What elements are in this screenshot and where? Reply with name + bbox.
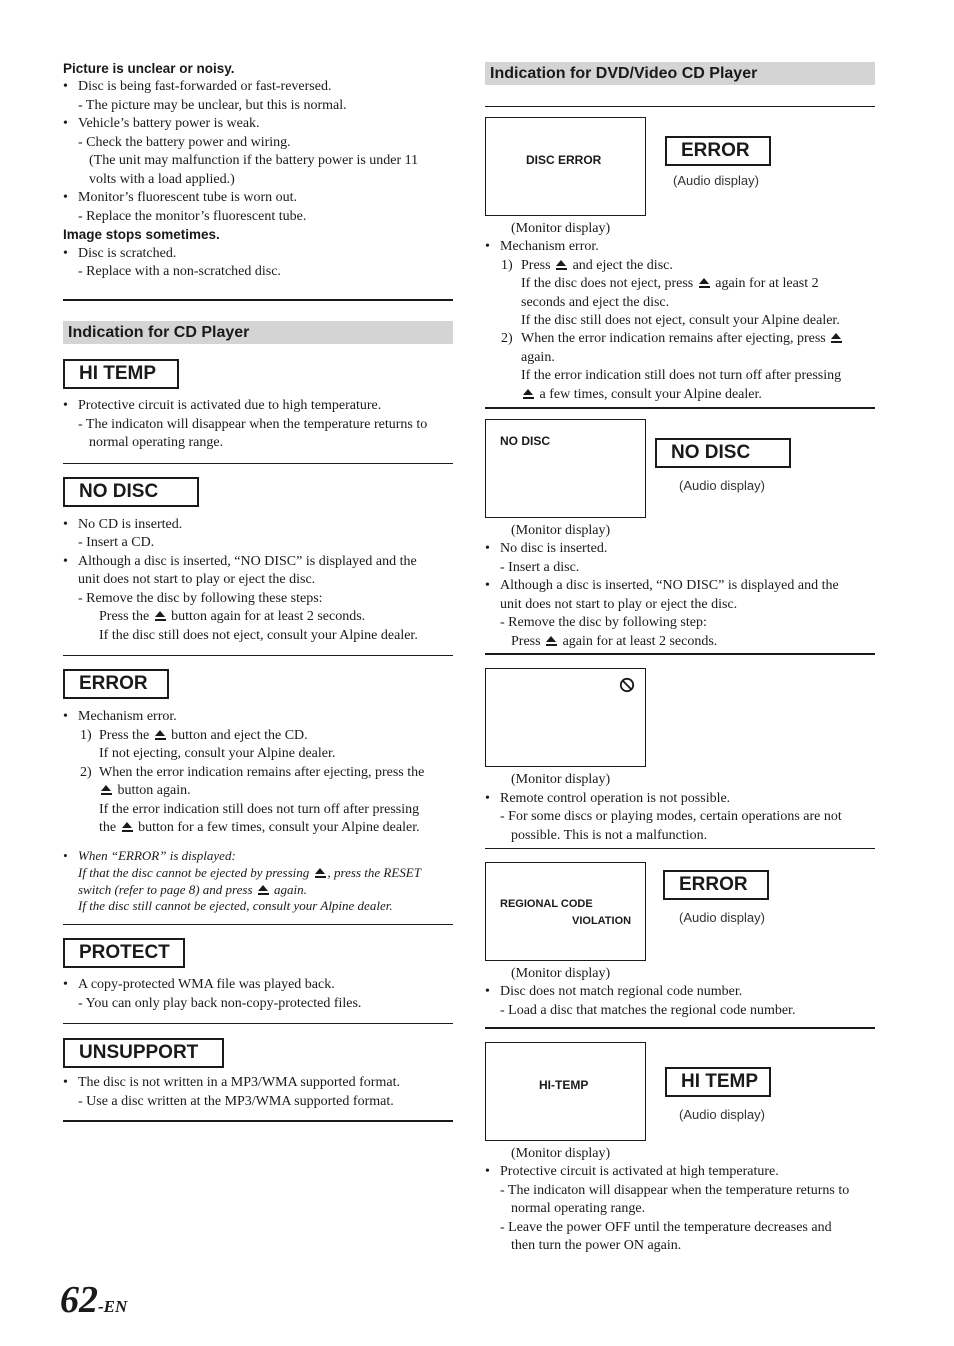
bullet: • xyxy=(63,246,68,261)
monitor-display-caption: (Monitor display) xyxy=(511,772,611,787)
audio-display-caption: (Audio display) xyxy=(679,910,765,925)
text-line: normal operating range. xyxy=(511,1201,646,1216)
bullet: • xyxy=(63,977,68,992)
text-line: No CD is inserted. xyxy=(78,517,183,532)
monitor-display-text: HI-TEMP xyxy=(539,1078,589,1092)
text-line: then turn the power ON again. xyxy=(511,1238,682,1253)
eject-icon xyxy=(258,885,269,895)
text-line: Remote control operation is not possible. xyxy=(500,791,731,806)
divider xyxy=(485,1027,875,1029)
monitor-display-text: NO DISC xyxy=(500,434,551,448)
text-line: Vehicle’s battery power is weak. xyxy=(78,116,260,131)
text-line: Protective circuit is activated due to high temperature. xyxy=(78,398,382,413)
divider xyxy=(63,299,453,301)
text-line: - Load a disc that matches the regional code number. xyxy=(500,1003,796,1018)
divider xyxy=(63,1023,453,1024)
eject-icon xyxy=(155,730,166,740)
audio-display-caption: (Audio display) xyxy=(673,173,759,188)
divider xyxy=(485,407,875,409)
divider xyxy=(485,653,875,655)
text-line: Press and eject the disc. xyxy=(521,258,673,273)
text-line: Disc is scratched. xyxy=(78,246,177,261)
divider xyxy=(63,924,453,925)
text-line: Mechanism error. xyxy=(78,709,177,724)
step-number: 2) xyxy=(80,765,92,780)
text-line: - The indicaton will disappear when the temperature returns to xyxy=(500,1183,850,1198)
eject-icon xyxy=(831,333,842,343)
text-line: If the disc still does not eject, consult your Alpine dealer. xyxy=(99,628,418,643)
bullet: • xyxy=(63,848,68,863)
divider xyxy=(63,655,453,656)
monitor-display-text: REGIONAL CODE xyxy=(500,898,593,910)
eject-icon xyxy=(556,260,567,270)
audio-display-caption: (Audio display) xyxy=(679,478,765,493)
text-line: If not ejecting, consult your Alpine dealer. xyxy=(99,746,336,761)
eject-icon xyxy=(101,785,112,795)
text-line: (The unit may malfunction if the battery power is under 11 xyxy=(89,153,419,168)
step-number: 1) xyxy=(501,258,513,273)
monitor-display-caption: (Monitor display) xyxy=(511,966,611,981)
text-line: Protective circuit is activated at high temperature. xyxy=(500,1164,779,1179)
text-line: If the disc does not eject, press again for at least 2 xyxy=(521,276,819,291)
page-number-suffix: -EN xyxy=(98,1297,128,1316)
section-heading-image-stops: Image stops sometimes. xyxy=(63,227,220,242)
step-number: 1) xyxy=(80,728,92,743)
text-line: Disc is being fast-forwarded or fast-reversed. xyxy=(78,79,332,94)
protect-label-box: PROTECT xyxy=(63,938,185,968)
text-line: the button for a few times, consult your Alpine dealer. xyxy=(99,820,420,835)
text-line: - You can only play back non-copy-protected files. xyxy=(78,996,362,1011)
bullet: • xyxy=(485,541,490,556)
text-line: Although a disc is inserted, “NO DISC” is displayed and the xyxy=(78,554,417,569)
text-line: When the error indication remains after ejecting, press the xyxy=(99,765,425,780)
divider xyxy=(485,106,875,107)
text-line: unit does not start to play or eject the disc. xyxy=(500,597,738,612)
note-line: When “ERROR” is displayed: xyxy=(78,848,236,863)
text-line: - Remove the disc by following step: xyxy=(500,615,707,630)
text-line: Press the button and eject the CD. xyxy=(99,728,308,743)
bullet: • xyxy=(485,1164,490,1179)
monitor-display-text: VIOLATION xyxy=(572,915,632,927)
text-line: normal operating range. xyxy=(89,435,224,450)
dvd-player-heading: Indication for DVD/Video CD Player xyxy=(485,62,875,85)
section-heading-picture-unclear: Picture is unclear or noisy. xyxy=(63,61,235,76)
cd-player-heading: Indication for CD Player xyxy=(63,321,453,344)
text-line: possible. This is not a malfunction. xyxy=(511,828,708,843)
bullet: • xyxy=(485,984,490,999)
eject-icon xyxy=(122,822,133,832)
divider xyxy=(485,848,875,849)
page-number: 62 xyxy=(60,1279,98,1321)
hitemp-label-box: HI TEMP xyxy=(63,359,179,389)
bullet: • xyxy=(485,578,490,593)
audio-display-box: HI TEMP xyxy=(665,1067,771,1097)
text-line: - Insert a CD. xyxy=(78,535,155,550)
text-line: If the disc still does not eject, consult your Alpine dealer. xyxy=(521,313,840,328)
bullet: • xyxy=(63,517,68,532)
bullet: • xyxy=(63,709,68,724)
text-line: If the error indication still does not turn off after pressing xyxy=(99,802,420,817)
eject-icon xyxy=(155,611,166,621)
monitor-display-caption: (Monitor display) xyxy=(511,523,611,538)
text-line: Monitor’s fluorescent tube is worn out. xyxy=(78,190,298,205)
text-line: The disc is not written in a MP3/WMA supported format. xyxy=(78,1075,400,1090)
text-line: volts with a load applied.) xyxy=(89,172,235,187)
monitor-display-caption: (Monitor display) xyxy=(511,221,611,236)
note-line: switch (refer to page 8) and press again. xyxy=(78,882,307,897)
text-line: - Replace the monitor’s fluorescent tube. xyxy=(78,209,307,224)
text-line: If the error indication still does not turn off after pressing xyxy=(521,368,842,383)
audio-display-box: ERROR xyxy=(665,136,771,166)
text-line: - Insert a disc. xyxy=(500,560,580,575)
monitor-display-box xyxy=(485,862,646,961)
text-line: - The picture may be unclear, but this is normal. xyxy=(78,98,347,113)
monitor-display-caption: (Monitor display) xyxy=(511,1146,611,1161)
bullet: • xyxy=(485,239,490,254)
text-line: - Use a disc written at the MP3/WMA supported format. xyxy=(78,1094,394,1109)
step-number: 2) xyxy=(501,331,513,346)
bullet: • xyxy=(63,116,68,131)
audio-display-box: ERROR xyxy=(663,870,769,900)
error-label-box: ERROR xyxy=(63,669,169,699)
monitor-display-text: DISC ERROR xyxy=(526,153,602,167)
divider xyxy=(63,463,453,464)
text-line: Although a disc is inserted, “NO DISC” is displayed and the xyxy=(500,578,839,593)
text-line: - Check the battery power and wiring. xyxy=(78,135,291,150)
text-line: A copy-protected WMA file was played back. xyxy=(78,977,335,992)
note-line: If the disc still cannot be ejected, consult your Alpine dealer. xyxy=(78,898,393,913)
eject-icon xyxy=(523,389,534,399)
text-line: unit does not start to play or eject the disc. xyxy=(78,572,316,587)
bullet: • xyxy=(63,398,68,413)
text-line: When the error indication remains after ejecting, press xyxy=(521,330,844,349)
bullet: • xyxy=(63,190,68,205)
audio-display-caption: (Audio display) xyxy=(679,1107,765,1122)
text-line: - Remove the disc by following these steps: xyxy=(78,591,323,606)
unsupport-label-box: UNSUPPORT xyxy=(63,1038,224,1068)
bullet: • xyxy=(63,554,68,569)
text-line: No disc is inserted. xyxy=(500,541,608,556)
bullet: • xyxy=(63,1075,68,1090)
eject-icon xyxy=(546,636,557,646)
text-line: - The indicaton will disappear when the temperature returns to xyxy=(78,417,428,432)
text-line: again. xyxy=(521,350,555,365)
eject-icon xyxy=(315,868,326,878)
note-line: If that the disc cannot be ejected by pressing , press the RESET xyxy=(78,865,421,880)
text-line: Disc does not match regional code number. xyxy=(500,984,743,999)
text-line: button again. xyxy=(99,782,191,801)
text-line: - Leave the power OFF until the temperature decreases and xyxy=(500,1220,832,1235)
divider xyxy=(63,1120,453,1122)
audio-display-box: NO DISC xyxy=(655,438,791,468)
text-line: seconds and eject the disc. xyxy=(521,295,670,310)
text-line: Mechanism error. xyxy=(500,239,599,254)
text-line: - For some discs or playing modes, certain operations are not xyxy=(500,809,842,824)
eject-icon xyxy=(699,278,710,288)
bullet: • xyxy=(63,79,68,94)
text-line: a few times, consult your Alpine dealer. xyxy=(521,386,762,405)
prohibit-icon xyxy=(619,677,635,693)
text-line: Press the button again for at least 2 seconds. xyxy=(99,609,366,624)
text-line: Press again for at least 2 seconds. xyxy=(511,634,718,649)
text-line: - Replace with a non-scratched disc. xyxy=(78,264,281,279)
nodisc-label-box: NO DISC xyxy=(63,477,199,507)
bullet: • xyxy=(485,791,490,806)
